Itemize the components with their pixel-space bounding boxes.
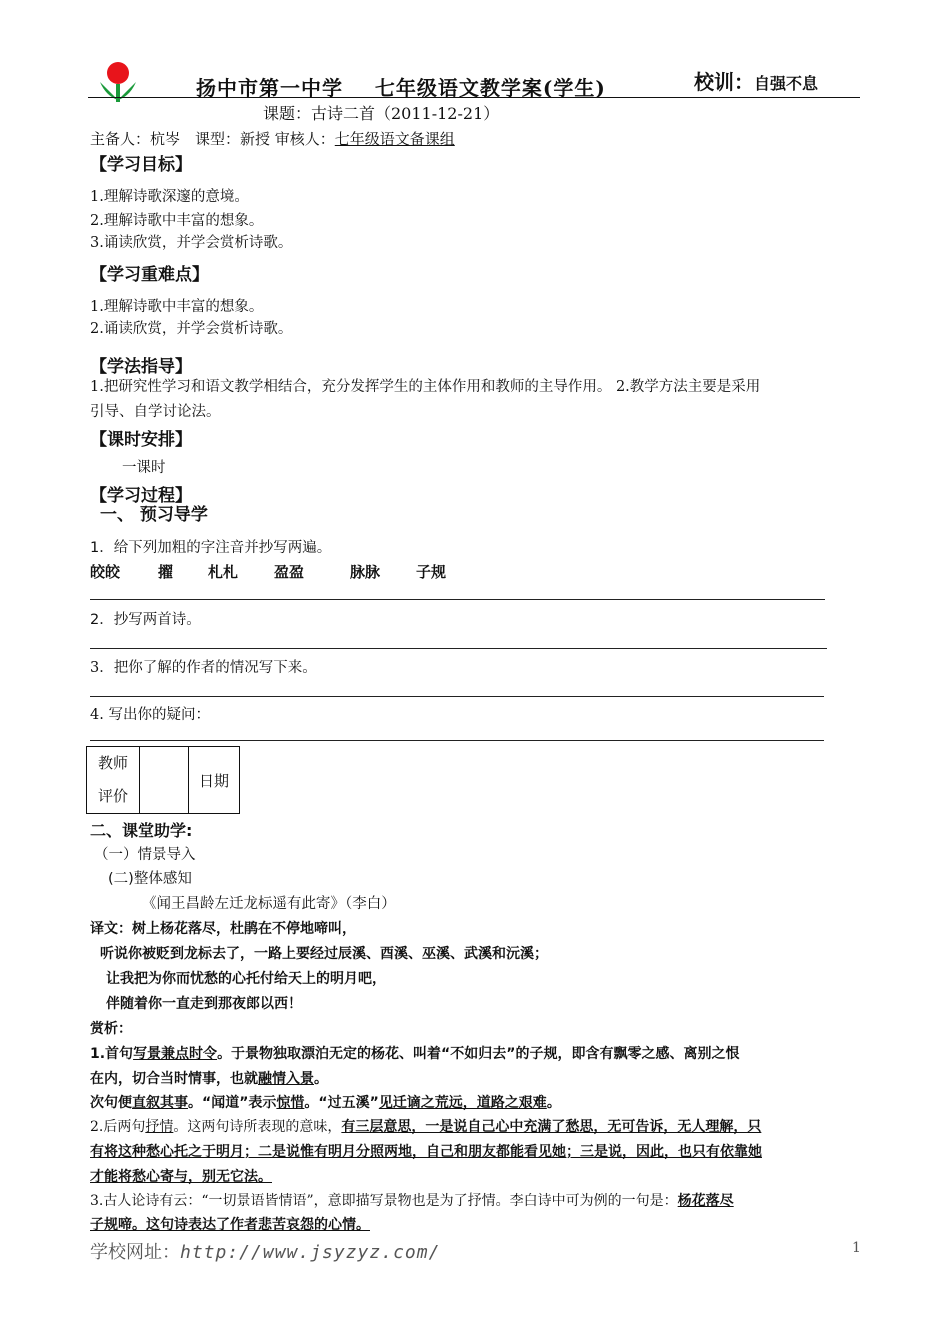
a1-3-mid2: 。“过五溪” <box>304 1095 379 1111</box>
class-sub-2: (二)整体感知 <box>108 871 192 887</box>
a1-3-mid1: 。“闻道”表示 <box>188 1095 277 1111</box>
section-hours: 【课时安排】 <box>90 430 192 450</box>
appreciation-1-line-3 <box>90 1092 561 1112</box>
evaluation-table <box>86 746 240 814</box>
translation-label: 译文： <box>90 921 132 937</box>
a1-3-post: 。 <box>546 1095 561 1111</box>
translation-text-1: 树上杨花落尽，杜鹃在不停地啼叫， <box>132 921 356 937</box>
method-line-1: 1.把研究性学习和语文教学相结合，充分发挥学生的主体作用和教师的主导作用。 2.教学方法主要是采用 <box>90 379 761 395</box>
char-6: 子规 <box>416 563 447 581</box>
teacher-eval-cell[interactable] <box>140 747 189 814</box>
preview-q1: 1．给下列加粗的字注音并抄写两遍。 <box>90 540 332 556</box>
course-line: 课题：古诗二首（2011-12-21） <box>263 104 500 123</box>
appreciation-3-line-1 <box>90 1190 734 1210</box>
goal-2: 2.理解诗歌中丰富的想象。 <box>90 213 264 229</box>
answer-line-2 <box>90 648 827 649</box>
a1-3-ul3: 见迁谪之荒远，道路之艰难 <box>378 1095 547 1111</box>
header-divider <box>88 97 860 98</box>
teacher-label-2: 评价 <box>97 787 128 805</box>
a1-3-ul2: 惊惜 <box>276 1095 305 1111</box>
footer-label: 学校网址： <box>90 1242 180 1263</box>
teacher-eval-label <box>87 747 140 814</box>
a1-2-pre: 在内，切合当时情事，也就 <box>90 1071 258 1087</box>
school-url[interactable]: http://www.jsyzyz.com/ <box>180 1242 441 1263</box>
goal-1: 1.理解诗歌深邃的意境。 <box>90 189 249 205</box>
a1-3-pre: 次句便 <box>90 1095 132 1111</box>
footer <box>90 1238 440 1264</box>
a1-2-ul: 融情入景 <box>258 1071 314 1087</box>
appreciation-1-line-1 <box>90 1043 739 1063</box>
char-5: 脉脉 <box>350 563 381 581</box>
answer-line-3 <box>90 696 824 697</box>
page-number: 1 <box>852 1240 861 1256</box>
preview-heading: 一、 预习导学 <box>100 505 208 525</box>
key-1: 1.理解诗歌中丰富的想象。 <box>90 299 264 315</box>
a1-ul: 写景兼点时令 <box>133 1046 218 1062</box>
translation-line-4: 伴随着你一直走到那夜郎以西！ <box>106 996 302 1012</box>
char-3: 札札 <box>208 563 239 581</box>
poem-title: 《闻王昌龄左迁龙标遥有此寄》（李白） <box>142 896 396 912</box>
section-process: 【学习过程】 <box>90 486 192 506</box>
class-sub-1: （一）情景导入 <box>94 847 196 863</box>
section-method: 【学法指导】 <box>90 357 192 377</box>
section-goals: 【学习目标】 <box>90 155 192 175</box>
translation-line-3: 让我把为你而忧愁的心托付给天上的明月吧， <box>106 971 386 987</box>
preview-q3: 3．把你了解的作者的情况写下来。 <box>90 660 317 676</box>
a3-ul: 杨花落尽 <box>677 1193 734 1209</box>
method-line-2: 引导、自学讨论法。 <box>90 404 221 420</box>
appreciation-2-line-2: 有将这种愁心托之于明月；二是说惟有明月分照两地，自己和朋友都能看见她；三是说，因此，也只有依靠她 <box>90 1144 762 1160</box>
section-key-points: 【学习重难点】 <box>90 265 209 285</box>
hours-value: 一课时 <box>122 460 166 476</box>
appreciation-1-line-2 <box>90 1068 328 1088</box>
a2-ul2: 有三层意思，一是说自己心中充满了愁思，无可告诉，无人理解，只 <box>341 1119 762 1135</box>
teacher-label-1: 教师 <box>97 754 128 772</box>
key-2: 2.诵读欣赏，并学会赏析诗歌。 <box>90 321 293 337</box>
char-1: 皎皎 <box>90 563 121 581</box>
answer-line-4 <box>90 740 824 741</box>
appreciation-2-line-1 <box>90 1116 761 1136</box>
motto-text: 自强不息 <box>754 74 819 93</box>
school-motto <box>694 66 818 95</box>
a2-pre: 2.后两句 <box>90 1119 146 1135</box>
answer-line-1 <box>90 599 825 600</box>
a1-2-post: 。 <box>314 1071 328 1087</box>
appreciation-label: 赏析： <box>90 1021 132 1037</box>
school-name: 扬中市第一中学 <box>196 76 343 100</box>
translation-line-2: 听说你被贬到龙标去了，一路上要经过辰溪、酉溪、巫溪、武溪和沅溪； <box>100 946 548 962</box>
date-label: 日期 <box>189 747 240 814</box>
meta-line <box>90 128 455 149</box>
a1-pre: 1.首句 <box>90 1046 134 1062</box>
a1-post: 。于景物独取漂泊无定的杨花、叫着“不如归去”的子规，即含有飘零之感、离别之恨 <box>217 1046 740 1062</box>
char-2: 擢 <box>158 563 174 581</box>
translation-line-1 <box>90 918 356 938</box>
char-4: 盈盈 <box>274 563 305 581</box>
a2-ul1: 抒情 <box>145 1119 174 1135</box>
appreciation-3-line-2: 子规啼。这句诗表达了作者悲苦哀怨的心情。 <box>90 1217 370 1233</box>
a1-3-ul1: 直叙其事 <box>132 1095 188 1111</box>
reviewer: 七年级语文备课组 <box>334 130 455 148</box>
a2-mid: 。这两句诗所表现的意味， <box>173 1119 342 1135</box>
motto-label: 校训： <box>694 70 754 94</box>
preview-q4: 4. 写出你的疑问： <box>90 707 210 723</box>
plan-title: 七年级语文教学案(学生) <box>374 76 606 100</box>
goal-3: 3.诵读欣赏，并学会赏析诗歌。 <box>90 235 293 251</box>
preview-q2: 2．抄写两首诗。 <box>90 612 201 628</box>
meta-prefix: 主备人：杭岑 课型：新授 审核人： <box>90 130 335 148</box>
appreciation-2-line-3: 才能将愁心寄与，别无它法。 <box>90 1169 272 1185</box>
a3-pre: 3.古人论诗有云：“一切景语皆情语”，意即描写景物也是为了抒情。李白诗中可为例的一句是： <box>90 1193 678 1209</box>
class-heading: 二、课堂助学: <box>90 821 193 840</box>
